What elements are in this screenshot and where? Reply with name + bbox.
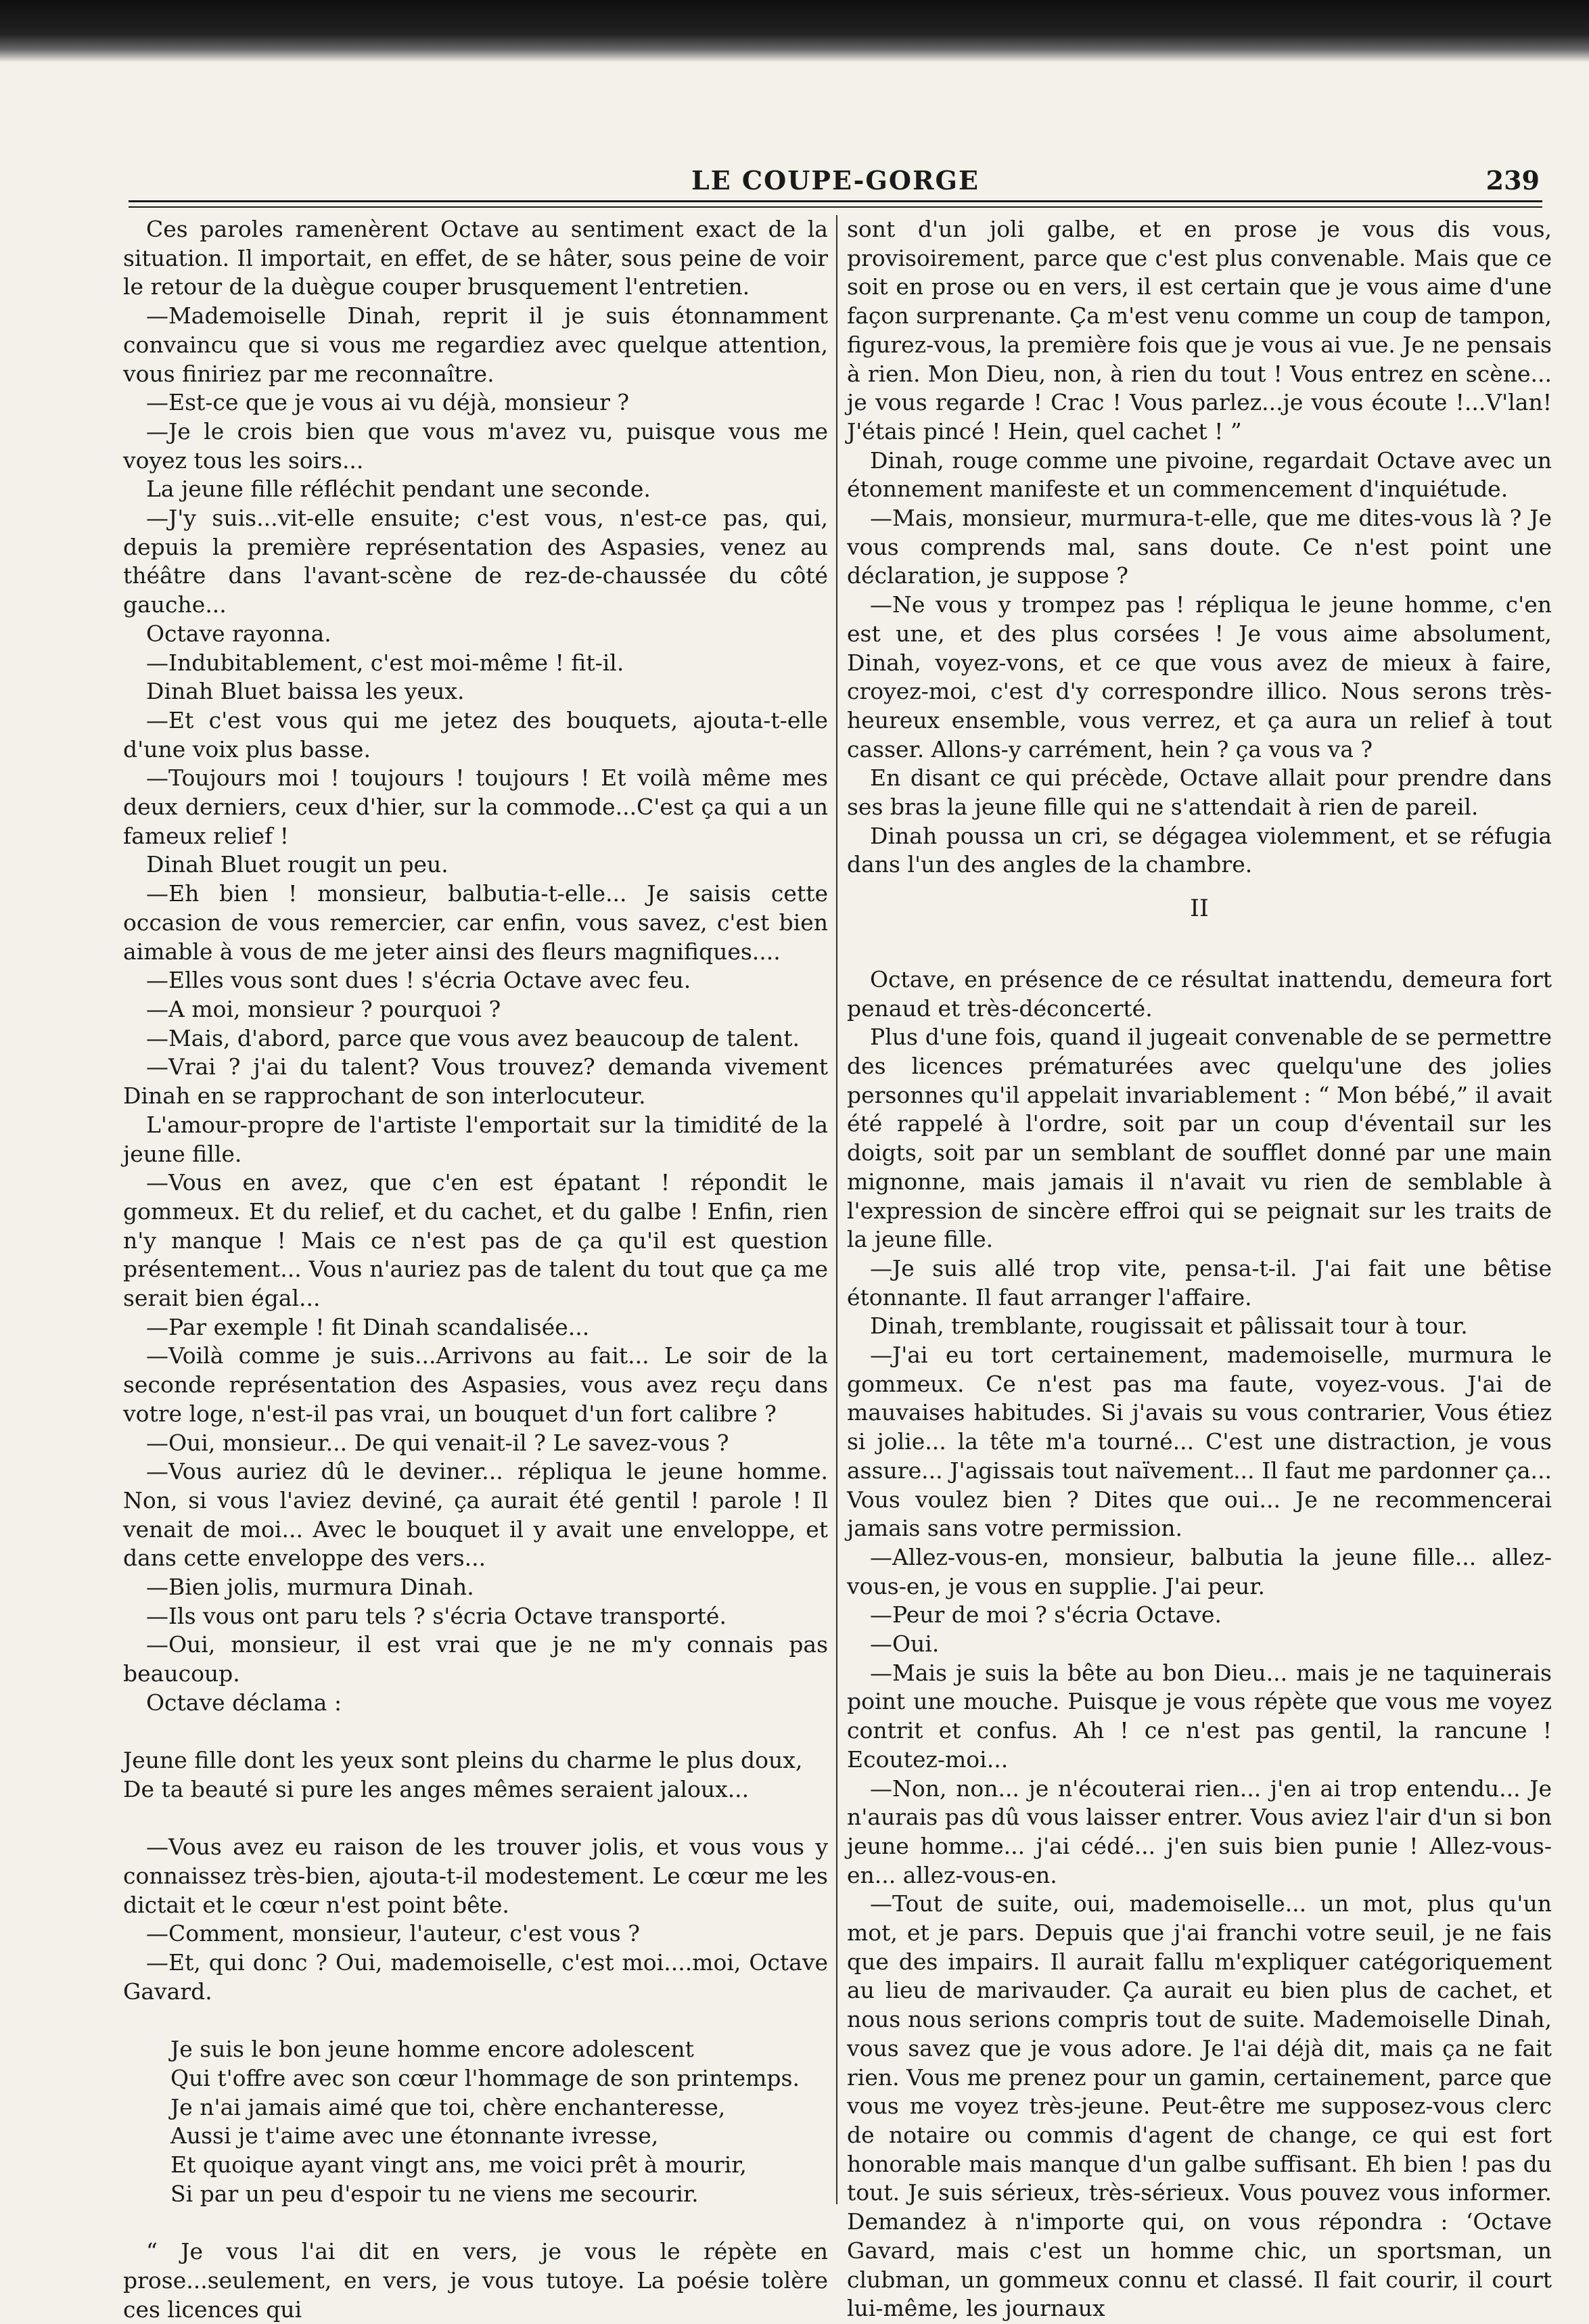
paragraph: La jeune fille réfléchit pendant une seconde.	[146, 476, 651, 503]
verse-line: Jeune fille dont les yeux sont pleins du charme le plus doux,	[123, 1747, 803, 1774]
paragraph: Dinah poussa un cri, se dégagea violemment, et se réfugia dans l'un des angles de la chambre.	[847, 822, 1552, 878]
paragraph: —Ne vous y trompez pas ! répliqua le jeune homme, c'en est une, et des plus corsées ! Je vous aime absolument, Dinah, voyez-vons, et ce que vous avez de mieux à faire, croyez-moi, c'est d'y correspondre illico. Nous serons très-heureux ensemble, vous verrez, et ça aura un relief à tout casser. Allons-y carrément, hein ? ça vous va ?	[847, 591, 1552, 762]
paragraph: L'amour-propre de l'artiste l'emportait sur la timidité de la jeune fille.	[123, 1111, 828, 1167]
paragraph: —Elles vous sont dues ! s'écria Octave avec feu.	[146, 967, 691, 994]
paragraph: —Peur de moi ? s'écria Octave.	[870, 1601, 1222, 1628]
left-paragraphs	[123, 215, 828, 1718]
verse-line: Qui t'offre avec son cœur l'hommage de son printemps.	[170, 2064, 800, 2091]
paragraph: —Bien jolis, murmura Dinah.	[146, 1574, 474, 1601]
header-rule	[129, 200, 1542, 202]
paragraph: —Mademoiselle Dinah, reprit il je suis étonnamment convaincu que si vous me regardiez avec quelque attention, vous finiriez par me reconnaître.	[123, 302, 828, 387]
paragraph: —Indubitablement, c'est moi-même ! fit-il.	[146, 649, 624, 676]
verse-couplet	[123, 1746, 828, 1804]
verse-stanza	[123, 2035, 828, 2208]
left-paragraphs-2	[123, 1833, 828, 2006]
paragraph: Ces paroles ramenèrent Octave au sentiment exact de la situation. Il importait, en effet, de se hâter, sous peine de voir le retour de la duègue couper brusquement l'entretien.	[123, 216, 828, 300]
paragraph: —Oui, monsieur... De qui venait-il ? Le savez-vous ?	[146, 1429, 729, 1456]
paragraph: —Allez-vous-en, monsieur, balbutia la jeune fille... allez-vous-en, je vous en supplie. J'ai peur.	[847, 1543, 1552, 1599]
paragraph: —J'y suis...vit-elle ensuite; c'est vous, n'est-ce pas, qui, depuis la première représentation des Aspasies, venez au théâtre dans l'avant-scène de rez-de-chaussée du côté gauche...	[123, 505, 828, 618]
right-column	[847, 215, 1552, 2322]
paragraph: —Vrai ? j'ai du talent? Vous trouvez? demanda vivement Dinah en se rapprochant de son interlocuteur.	[123, 1053, 828, 1110]
verse-line: De ta beauté si pure les anges mêmes seraient jaloux...	[123, 1775, 750, 1802]
paragraph: —J'ai eu tort certainement, mademoiselle, murmura le gommeux. Ce n'est pas ma faute, voyez-vous. J'ai de mauvaises habitudes. Si j'avais su vous contrarier, Vous étiez si jolie... la tête m'a tourné... C'est une distraction, je vous assure... J'agissais tout naïvement... Il faut me pardonner ça... Vous voulez bien ? Dites que oui... Je ne recommencerai jamais sans votre permission.	[847, 1342, 1552, 1542]
paragraph: —Vous en avez, que c'en est épatant ! répondit le gommeux. Et du relief, et du cachet, et du galbe ! Enfin, rien n'y manque ! Mais ce n'est pas de ça qu'il est question présentement... Vous n'auriez pas de talent du tout que ça me serait bien égal...	[123, 1169, 828, 1312]
spacer	[123, 1804, 828, 1833]
paragraph: —Non, non... je n'écouterai rien... j'en ai trop entendu... Je n'aurais pas dû vous laisser entrer. Vous aviez l'air d'un si bon jeune homme... j'ai cédé... j'en suis bien punie ! Allez-vous-en... allez-vous-en.	[847, 1775, 1552, 1888]
paragraph: —Mais je suis la bête au bon Dieu... mais je ne taquinerais point une mouche. Puisque je vous répète que vous me voyez contrit et confus. Ah ! ce n'est pas gentil, la rancune ! Ecoutez-moi...	[847, 1659, 1552, 1773]
paragraph: —Oui, monsieur, il est vrai que je ne m'y connais pas beaucoup.	[123, 1631, 828, 1687]
paragraph: —Et c'est vous qui me jetez des bouquets, ajouta-t-elle d'une voix plus basse.	[123, 706, 828, 762]
page-number: 239	[1486, 165, 1540, 196]
paragraph: —Tout de suite, oui, mademoiselle... un mot, plus qu'un mot, et je pars. Depuis que j'ai franchi votre seuil, je ne fais que des impairs. Il aurait fallu m'expliquer catégoriquement au lieu de marivauder. Ça aurait eu bien plus de cachet, et nous nous serions compris tout de suite. Mademoiselle Dinah, vous savez que je vous adore. Je l'ai déjà dit, mais ça ne fait rien. Vous me prenez pour un gamin, certainement, parce que vous me voyez très-jeune. Peut-être me supposez-vous clerc de notaire ou commis d'agent de change, ce qui est fort honorable mais manque d'un galbe suffisant. Eh bien ! pas du tout. Je suis sérieux, très-sérieux. Vous pouvez vous informer. Demandez à n'importe qui, on vous répondra : ‘Octave Gavard, mais c'est un homme chic, un sportsman, un clubman, un gommeux connu et classé. Il fait courir, il court lui-même, les journaux	[847, 1890, 1552, 2322]
paragraph: —Et, qui donc ? Oui, mademoiselle, c'est moi....moi, Octave Gavard.	[123, 1949, 828, 2005]
paragraph: En disant ce qui précède, Octave allait pour prendre dans ses bras la jeune fille qui ne s'attendait à rien de pareil.	[847, 765, 1552, 821]
paragraph: —A moi, monsieur ? pourquoi ?	[146, 995, 501, 1022]
paragraph: —Est-ce que je vous ai vu déjà, monsieur ?	[146, 389, 630, 416]
column-divider	[836, 215, 837, 2204]
paragraph: sont d'un joli galbe, et en prose je vous dis vous, provisoirement, parce que c'est plus convenable. Mais que ce soit en prose ou en vers, il est certain que je vous aime d'une façon surprenante. Ça m'est venu comme un coup de tampon, figurez-vous, la première fois que je vous ai vue. Je ne pensais à rien. Mon Dieu, non, à rien du tout ! Vous entrez en scène... je vous regarde ! Crac ! Vous parlez...je vous écoute !...V'lan! J'étais pincé ! Hein, quel cachet ! ”	[847, 216, 1552, 445]
paragraph: Octave rayonna.	[146, 620, 331, 647]
paragraph: Plus d'une fois, quand il jugeait convenable de se permettre des licences prématurées avec quelqu'une des jolies personnes qu'il appelait invariablement : “ Mon bébé,” il avait été rappelé à l'ordre, soit par un coup d'éventail sur les doigts, soit par un semblant de soufflet donné par une main mignonne, mais jamais il n'avait vu rien de semblable à l'expression de sincère effroi qui se peignait sur les traits de la jeune fille.	[847, 1024, 1552, 1253]
paragraph: —Mais, monsieur, murmura-t-elle, que me dites-vous là ? Je vous comprends mal, sans doute. Ce n'est point une déclaration, je suppose ?	[847, 505, 1552, 589]
paragraph: —Ils vous ont paru tels ? s'écria Octave transporté.	[146, 1602, 727, 1629]
paragraph: —Vous avez eu raison de les trouver jolis, et vous vous y connaissez très-bien, ajouta-t-il modestement. Le cœur me les dictait et le cœur n'est point bête.	[123, 1833, 828, 1918]
left-paragraphs-3	[123, 2237, 828, 2324]
left-column	[123, 215, 828, 2323]
paragraph: —Voilà comme je suis...Arrivons au fait... Le soir de la seconde représentation des Aspasies, vous avez reçu dans votre loge, n'est-il pas vrai, un bouquet d'un fort calibre ?	[123, 1342, 828, 1427]
paragraph: —Oui.	[870, 1631, 940, 1658]
paragraph: Dinah Bluet baissa les yeux.	[146, 678, 465, 705]
right-paragraphs	[847, 215, 1552, 880]
paragraph: —Comment, monsieur, l'auteur, c'est vous ?	[146, 1920, 640, 1947]
paragraph: Dinah Bluet rougit un peu.	[146, 851, 448, 878]
paragraph: Dinah, rouge comme une pivoine, regardait Octave avec un étonnement manifeste et un commencement d'inquiétude.	[847, 447, 1552, 503]
paragraph: —Je le crois bien que vous m'avez vu, puisque vous me voyez tous les soirs...	[123, 417, 828, 474]
scan-border	[0, 0, 1589, 62]
section-number: II	[1190, 895, 1209, 923]
paragraph: —Eh bien ! monsieur, balbutia-t-elle... Je saisis cette occasion de vous remercier, car enfin, vous savez, c'est bien aimable à vous de me jeter ainsi des fleurs magnifiques....	[123, 880, 828, 965]
verse-line: Et quoique ayant vingt ans, me voici prêt à mourir,	[170, 2151, 747, 2179]
paragraph: Dinah, tremblante, rougissait et pâlissait tour à tour.	[870, 1313, 1468, 1340]
page-header	[129, 162, 1542, 196]
paragraph: —Par exemple ! fit Dinah scandalisée...	[146, 1313, 590, 1340]
header-rule-double	[129, 206, 1542, 208]
paragraph: “ Je vous l'ai dit en vers, je vous le répète en prose...seulement, en vers, je vous tutoye. La poésie tolère ces licences qui	[123, 2238, 828, 2323]
paragraph: —Vous auriez dû le deviner... répliqua le jeune homme. Non, si vous l'aviez deviné, ça aurait été gentil ! parole ! Il venait de moi... Avec le bouquet il y avait une enveloppe, et dans cette enveloppe des vers...	[123, 1458, 828, 1572]
paragraph: —Toujours moi ! toujours ! toujours ! Et voilà même mes deux derniers, ceux d'hier, sur la commode...C'est ça qui a un fameux relief !	[123, 765, 828, 849]
paragraph: Octave, en présence de ce résultat inattendu, demeura fort penaud et très-déconcerté.	[847, 965, 1552, 1022]
paragraph: Octave déclama :	[146, 1689, 342, 1716]
running-title: LE COUPE-GORGE	[691, 165, 980, 196]
verse-line: Aussi je t'aime avec une étonnante ivresse,	[170, 2122, 659, 2149]
verse-line: Je suis le bon jeune homme encore adolescent	[170, 2036, 694, 2063]
verse-line: Si par un peu d'espoir tu ne viens me secourir.	[170, 2180, 699, 2207]
verse-line: Je n'ai jamais aimé que toi, chère enchanteresse,	[170, 2093, 726, 2120]
paragraph: —Je suis allé trop vite, pensa-t-il. J'ai fait une bêtise étonnante. Il faut arranger l'affaire.	[847, 1254, 1552, 1311]
paragraph: —Mais, d'abord, parce que vous avez beaucoup de talent.	[146, 1024, 800, 1051]
right-paragraphs-2	[847, 965, 1552, 2323]
